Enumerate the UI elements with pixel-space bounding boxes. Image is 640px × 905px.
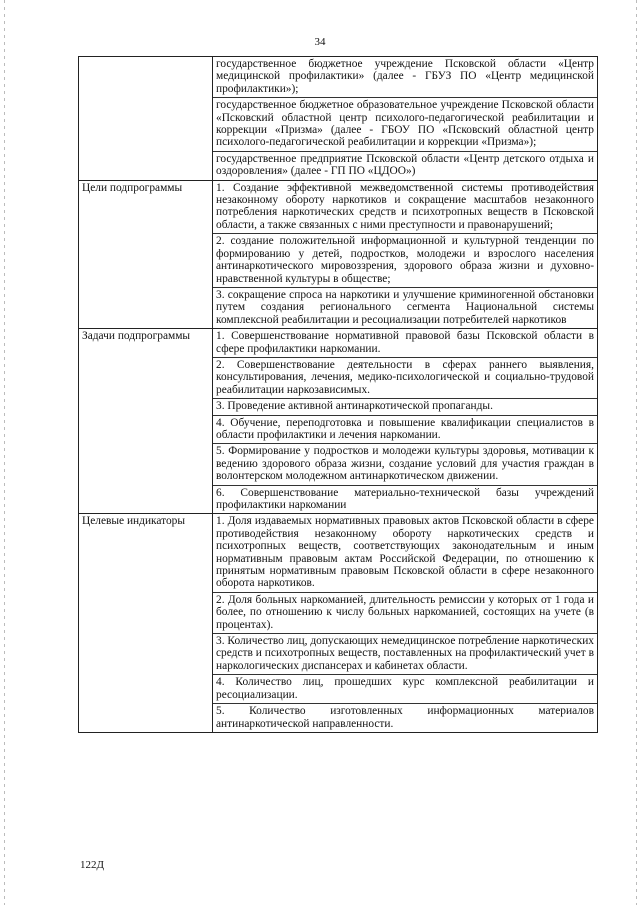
content-item: 4. Количество лиц, прошедших курс комплексной реабилитации и ресоциализации. xyxy=(213,674,597,703)
row-label-cell xyxy=(79,57,213,181)
content-item: государственное бюджетное учреждение Псковской области «Центр медицинской профилактики» (далее - ГБУЗ ПО «Центр медицинской профилактики»); xyxy=(216,58,594,95)
row-label xyxy=(79,57,212,59)
row-content-cell xyxy=(213,57,598,181)
content-item: 2. Совершенствование деятельности в сферах раннего выявления, консультирования, лечения, медико-психологической и социально-трудовой реабилитации наркозависимых. xyxy=(213,357,597,398)
table-row-executors xyxy=(79,57,598,181)
content-item: 5. Количество изготовленных информационных материалов антинаркотической направленности. xyxy=(213,703,597,732)
content-item: 2. создание положительной информационной и культурной тенденции по формированию у детей, подростков, молодежи и взрослого населения антинаркотического мировоззрения, здорового образа жизни и духовно-нравственной культуры в обществе; xyxy=(213,233,597,287)
content-item: 4. Обучение, переподготовка и повышение квалификации специалистов в области профилактики и лечения наркомании. xyxy=(213,415,597,444)
table-row-tasks xyxy=(79,329,598,514)
row-content-cell xyxy=(213,329,598,514)
content-item: 5. Формирование у подростков и молодежи культуры здоровья, мотивации к ведению здорового образа жизни, создание условий для участия граждан в волонтерском молодежном антинаркотическом движении. xyxy=(213,443,597,484)
content-item: 1. Доля издаваемых нормативных правовых актов Псковской области в сфере противодействия незаконному обороту наркотических средств и психотропных веществ, соответствующих законодательным и иным нормативным правовым актам Российской Федерации, по отношению к принятым нормативным правовым Псковской области в сфере незаконного оборота наркотиков. xyxy=(216,515,594,590)
row-label: Цели подпрограммы xyxy=(82,181,183,194)
row-label-cell xyxy=(79,329,213,514)
row-content-cell xyxy=(213,514,598,733)
content-item: государственное бюджетное образовательное учреждение Псковской области «Псковский областной центр психолого-педагогической реабилитации и коррекции «Призма» (далее - ГБОУ ПО «Псковский областной центр психолого-педагогической реабилитации и коррекции «Призма»); xyxy=(213,97,597,151)
row-label: Целевые индикаторы xyxy=(82,515,186,528)
page-number: 34 xyxy=(314,36,326,48)
row-label-cell xyxy=(79,180,213,328)
content-item: 2. Доля больных наркоманией, длительность ремиссии у которых от 1 года и более, по отношению к числу больных наркоманией, состоящих на учете (в процентах). xyxy=(213,592,597,633)
content-item: 3. Проведение активной антинаркотической пропаганды. xyxy=(213,398,597,414)
row-label: Задачи подпрограммы xyxy=(82,330,191,343)
content-item: 3. сокращение спроса на наркотики и улучшение криминогенной обстановки путем создания регионального сегмента Национальной системы комплексной реабилитации и ресоциализации потребителей наркотиков xyxy=(213,287,597,328)
scan-edge-left xyxy=(4,0,5,905)
row-content-cell xyxy=(213,180,598,328)
content-item: 6. Совершенствование материально-технической базы учреждений профилактики наркомании xyxy=(213,485,597,514)
table-row-goals xyxy=(79,180,598,328)
content-item: государственное предприятие Псковской области «Центр детского отдыха и оздоровления» (далее - ГП ПО «ЦДОО») xyxy=(213,151,597,180)
content-item: 3. Количество лиц, допускающих немедицинское потребление наркотических средств и психотропных веществ, поставленных на профилактический учет в наркологических диспансерах и кабинетах области. xyxy=(213,633,597,674)
subprogram-passport-table xyxy=(78,56,598,733)
content-item: 1. Совершенствование нормативной правовой базы Псковской области в сфере профилактики наркомании. xyxy=(216,330,594,355)
content-item: 1. Создание эффективной межведомственной системы противодействия незаконному обороту наркотиков и сокращение масштабов незаконного потребления наркотических средств и психотропных веществ в Псковской области, а также связанных с ними преступности и правонарушений; xyxy=(216,181,594,231)
table-row-indicators xyxy=(79,514,598,733)
scan-edge-right xyxy=(636,0,637,905)
footer-code: 122Д xyxy=(80,859,105,871)
row-label-cell xyxy=(79,514,213,733)
